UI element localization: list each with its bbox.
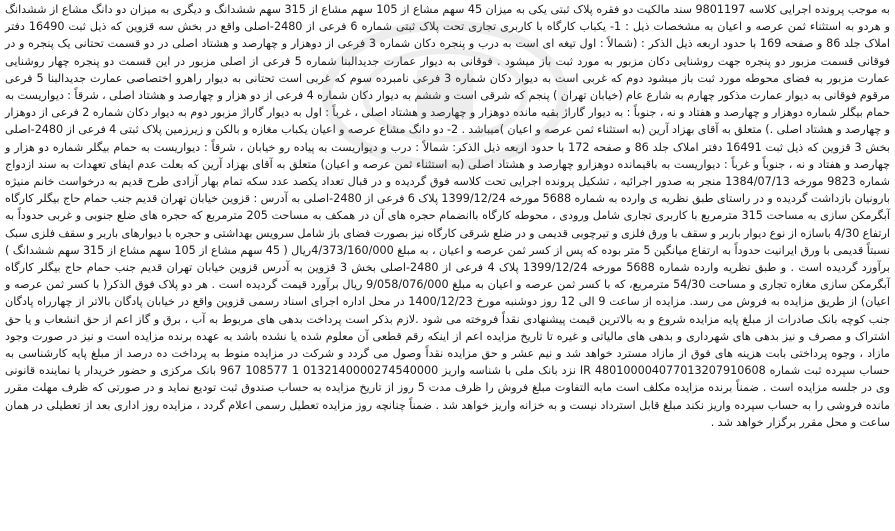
- notice-body: به موجب پرونده اجرایی کلاسه 9801197 سند مالکیت دو فقره پلاک ثبتی یکی به میزان 45 سهم مشاع از 105 سهم مشاع از 315 سهم ششدانگ و دیگری به میزان دو دانگ مشاع از ششدانگ و هردو به استثناء ثمن عرصه و اعیان به مشخصات ذیل : 1- یکباب کارگاه با کاربری تجاری تحت پلاک ثبتی شماره 6 فرعی از 2480-اصلی واقع در بخش سه قزوین که ذیل ثبت 16490 دفتر املاک جلد 86 و صفحه 169 با حدود اربعه ذیل الذکر : (شمالاً : اول تیغه ای است به درب و پنجره دکان شماره 3 فرعی از دوهزار و چهارصد و هشتاد اصلی در دو قسمت تحتانی یک پنجره و در فوقانی قسمت مزبور دو پنجره جهت روشنایی دکان مزبور به مورد ثبت باز میشود . فوقانی به دیوار عمارت جدیدالبنا شماره 5 فرعی از اصلی مزبور در این قسمت دو پنجره چهار روشنایی عمارت مزبور به فضای محوطه مورد ثبت باز میشود دوم که غربی است به دیوار دکان شماره 3 فرعی نامبرده سوم که غربی است تحتانی به دیوار راهرو اختصاصی عمارت جدیدالبنا 5 فرعی مرقوم فوقانی به دیوار عمارت مذکور چهارم به شارع عام (خیابان تهران ) پنجم که شرقی است و ششم به دیوار دکان شماره 4 فرعی از دو هزار و چهارصد و هشتاد اصلی ، شرقاً : دیواریست به حمام بیگلر شماره دوهزار و چهارصد و هفتاد و نه ، جنوباً : به دیوار گاراژ بقیه مانده دوهزار و چهارصد و هشتاد اصلی ، غرباً : اول به دیوار گاراژ مزبور دوم به دیوار دکان شماره 2 فرعی از دوهزار و چهارصد و هشتاد اصلی .) متعلق به آقای بهزاد آرین (به استثناء ثمن عرصه و اعیان )میباشد . 2- دو دانگ مشاع عرصه و اعیان یکباب مغازه و بالکن و زیرزمین پلاک ثبتی 4 فرعی از 2480-اصلی بخش 3 قزوین که ذیل ثبت 16491 دفتر املاک جلد 86 و صفحه 172 با حدود اربعه ذیل الذکر: شمالاً : درب و دیواریست به پیاده رو خیابان ، شرقاً : دیواریست به حمام بیگلر شماره دو هزار و چهارصد و هفتاد و نه ، جنوباً و غرباً : دیواریست به باقیمانده دوهزارو چهارصد و هشتاد اصلی (به استثناء ثمن عرصه و اعیان) متعلق به آقای بهزاد آرین که بعلت عدم ایفای تعهدات به سند ازدواج شماره 9823 مورخه 1384/07/13 منجر به صدور اجرائیه ، تشکیل پرونده اجرایی تحت کلاسه فوق گردیده و در قبال تعداد یکصد عدد سکه تمام بهار آزادی طرح قدیم به درخواست خانم منیژه بارونیان بازداشت گردیده و در راستای طبق نظریه ی وارده به شماره 5688 مورخه 1399/12/24 پلاک 6 فرعی از 2480-اصلی به آدرس : قزوین خیابان تهران قدیم جنب حمام حاج بیگلر کارگاه آبگرمکن سازی به مساحت 315 مترمربع با کاربری تجاری شامل ورودی ، محوطه کارگاه باانضمام حجره های آن در همکف به مساحت 205 مترمربع که حجره های ضلع جنوبی و غربی حدوداً به ارتفاع 4/30 باسازه از نوع دیوار باربر و سقف با ورق فلزی و تیرچوبی قدیمی و در ضلع شرقی کارگاه نیز بصورت فضای باز شامل سرویس بهداشتی و حجره با دیوارهای باربر و سقف فلزی سبک نسبتاً قدیمی با ورق ایرانیت حدوداً به ارتفاع میانگین 5 متر بوده که پس از کسر ثمن عرصه و اعیان ، به مبلغ 4/373/160/000ریال ( 45 سهم مشاع از 105 سهم مشاع از 315 سهم ششدانگ ) برآورد گردیده است . و طبق نظریه وارده شماره 5688 مورخه 1399/12/24 پلاک 4 فرعی از 2480-اصلی بخش 3 قزوین به آدرس قزوین خیابان تهران قدیم جنب حمام حاج بیگلر کارگاه آبگرمکن سازی مغازه تجاری و مساحت 54/30 مترمربع، که با کسر ثمن عرصه و اعیان به مبلغ 9/058/076/000 ریال برآورد قیمت گردیده است . هر دو پلاک فوق الذکر( با کسر ثمن عرصه و اعیان) از طریق مزایده به فروش می رسد. مزایده از ساعت 9 الی 12 روز دوشنبه مورخ 1400/12/23 در محل اداره اجرای اسناد رسمی قزوین واقع در خیابان پادگان بالاتر از چهارراه پادگان جنب کوچه بانک صادرات از مبلغ پایه مزایده شروع و به بالاترین قیمت پیشنهادی نقداً فروخته می شود .لازم بذکر است پرداخت بدهی های مربوط به آب ، برق و گاز اعم از حق انشعاب و یا حق اشتراک و مصرف و نیز بدهی های شهرداری و بدهی های مالیاتی و غیره تا تاریخ مزایده اعم از اینکه رقم قطعی آن معلوم شده یا نشده باشد به عهده برنده مزایده است و نیز در صورت وجود مازاد ، وجوه پرداختی بابت هزینه های فوق از مازاد مسترد خواهد شد و نیم عشر و حق مزایده نقداً وصول می گردد و شرکت در مزایده منوط به پرداخت ده درصد از مبلغ پایه کارشناسی به حساب سپرده ثبت شماره IR 480100004077013207910608 نزد بانک ملی با شناسه واریز 0132140000274540000 1 108577 967 بانک مرکزی و حضور خریدار یا نماینده قانونی وی در جلسه مزایده است . ضمناً برنده مزایده مکلف است مابه التفاوت مبلغ فروش را ظرف مدت 5 روز از تاریخ مزایده به حساب صندوق ثبت تودیع نماید و در صورتی که ظرف مهلت مقرر مانده فروشی را به حساب سپرده واریز نکند مبلغ قابل استرداد نیست و به خزانه واریز خواهد شد . ضمناً چنانچه روز مزایده تعطیل رسمی اعلام گردد ، مزایده روز اداری بعد از تعطیلی در همان ساعت و محل مقرر برگزار خواهد شد .: [5, 3, 891, 429]
